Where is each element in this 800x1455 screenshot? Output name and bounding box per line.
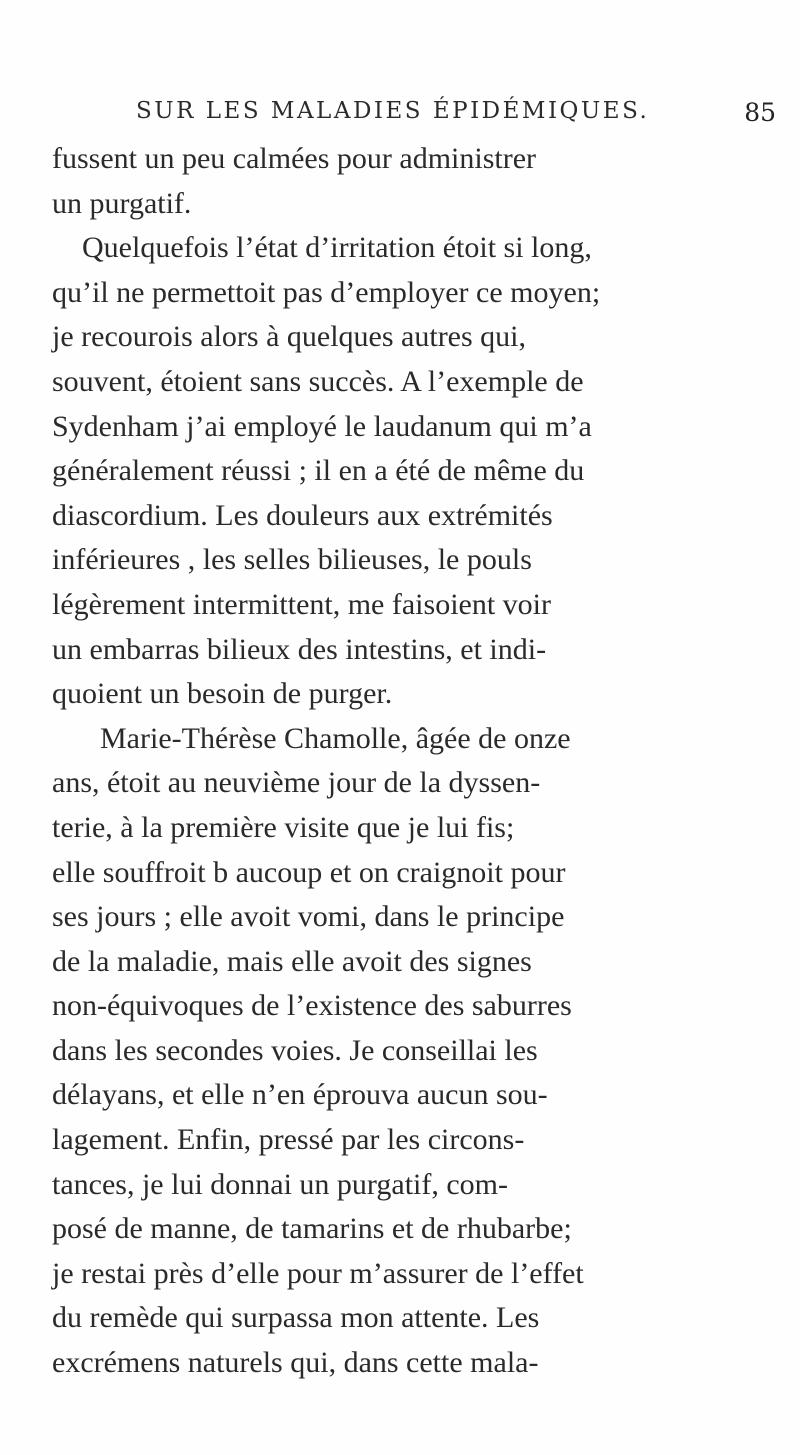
- text-line: un purgatif.: [52, 186, 192, 220]
- text-line: ans, étoit au neuvième jour de la dyssen-: [52, 766, 541, 800]
- page-number: 85: [744, 98, 776, 127]
- text-line: quoient un besoin de purger.: [52, 677, 393, 711]
- text-line: Marie-Thérèse Chamolle, âgée de onze: [100, 721, 571, 755]
- text-line: diascordium. Les douleurs aux extrémités: [52, 498, 553, 532]
- running-title: SUR LES MALADIES ÉPIDÉMIQUES.: [136, 98, 650, 124]
- text-line: un embarras bilieux des intestins, et indi-: [52, 632, 547, 666]
- text-line: délayans, et elle n’en éprouva aucun sou-: [52, 1078, 548, 1112]
- text-line: souvent, étoient sans succès. A l’exemple de: [52, 364, 584, 398]
- text-line: légèrement intermittent, me faisoient voir: [52, 587, 551, 621]
- text-line: terie, à la première visite que je lui fis;: [52, 810, 515, 844]
- body-text: [52, 137, 792, 1386]
- text-line: du remède qui surpassa mon attente. Les: [52, 1301, 540, 1335]
- text-line: fussent un peu calmées pour administrer: [52, 142, 537, 175]
- text-line: de la maladie, mais elle avoit des signes: [52, 944, 532, 978]
- text-line: lagement. Enfin, pressé par les circons-: [52, 1123, 525, 1157]
- text-line: ses jours ; elle avoit vomi, dans le principe: [52, 900, 565, 934]
- text-line: qu’il ne permettoit pas d’employer ce moyen;: [52, 275, 601, 309]
- text-line: posé de manne, de tamarins et de rhubarbe;: [52, 1212, 572, 1246]
- text-line: dans les secondes voies. Je conseillai les: [52, 1033, 538, 1067]
- text-line: Sydenham j’ai employé le laudanum qui m’a: [52, 409, 592, 443]
- text-line: je restai près d’elle pour m’assurer de l’effet: [52, 1256, 584, 1290]
- text-line: je recourois alors à quelques autres qui,: [52, 320, 527, 354]
- text-line: Quelquefois l’état d’irritation étoit si long,: [82, 231, 592, 265]
- page-header: [136, 98, 776, 138]
- text-line: non-équivoques de l’existence des saburres: [52, 989, 572, 1023]
- text-line: généralement réussi ; il en a été de même du: [52, 454, 585, 488]
- text-line: tances, je lui donnai un purgatif, com-: [52, 1167, 508, 1201]
- text-line: inférieures , les selles bilieuses, le pouls: [52, 543, 532, 577]
- text-line: excrémens naturels qui, dans cette mala-: [52, 1346, 539, 1380]
- text-line: elle souffroit b aucoup et on craignoit pour: [52, 855, 566, 889]
